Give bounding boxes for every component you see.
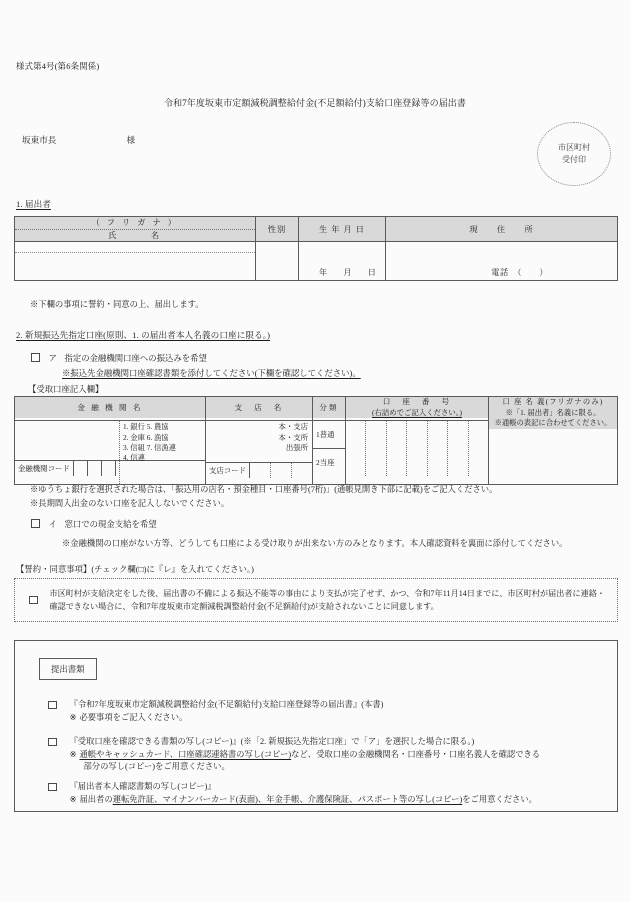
account-no-digit-boxes[interactable]: [346, 421, 488, 476]
kind-option-1[interactable]: 1普通: [316, 430, 335, 440]
table-header-row: [15, 217, 618, 242]
submission-item-1[interactable]: [48, 699, 604, 724]
note-marker-3: ※: [69, 794, 77, 804]
submission-item-2[interactable]: [48, 736, 604, 774]
option-b-label: 窓口での現金支給を希望: [64, 520, 157, 529]
branch-suffix-2: 本・支所: [278, 432, 308, 442]
receipt-stamp-line1: 市区町村: [558, 142, 590, 152]
submission-checkbox-3[interactable]: [48, 783, 57, 792]
birthdate-units: 年 月 日: [319, 268, 380, 277]
note-indent-2: 部分の写し(コピー)をご用意ください。: [83, 762, 230, 772]
submission-item-2-body: [70, 736, 541, 774]
header-bank-cell: [15, 397, 206, 421]
bank-type-1: 1. 銀行 5. 農協: [123, 422, 169, 432]
option-a-checkbox[interactable]: [31, 353, 40, 362]
addressee-name: 坂東市長: [22, 135, 57, 145]
submission-item-2-note: [70, 749, 541, 774]
table-input-row: [15, 242, 618, 281]
note-marker-2: ※: [69, 749, 77, 759]
submission-item-2-label: 『受取口座を確認できる書類の写し(コピー)』(※「2. 新規振込先指定口座」で「ア」を選択した場合に限る。): [69, 737, 475, 746]
addressee: [22, 134, 135, 146]
pledge-note: ※下欄の事項に誓約・同意の上、届出します。: [30, 300, 204, 309]
section1-heading: 1. 届出者: [16, 199, 51, 209]
header-kind: 分類: [313, 397, 345, 418]
header-furigana: （ フ リ ガ ナ ）: [15, 217, 255, 230]
consent-checkbox[interactable]: [29, 596, 38, 605]
branch-name-cell[interactable]: [206, 421, 313, 485]
branch-code-label: 支店コード: [206, 463, 250, 478]
header-birthdate: 生 年 月 日: [319, 224, 365, 234]
option-a-label: 指定の金融機関口座への振込みを希望: [64, 354, 207, 363]
applicant-table: [14, 216, 618, 281]
bank-type-2: 2. 金庫 6. 漁協: [123, 432, 169, 442]
bank-type-3: 3. 信組 7. 信漁連: [123, 442, 176, 452]
option-b-marker: イ: [48, 520, 57, 529]
header-gender-cell: [256, 217, 299, 242]
branch-suffix-1: 本・支店: [278, 422, 308, 432]
branch-code-cells[interactable]: [250, 463, 312, 478]
header-birthdate-cell: [299, 217, 386, 242]
header-account-name-note1: ※「1. 届出者」名義に限る。: [505, 407, 601, 417]
note-text-3: 届出者の: [79, 794, 113, 804]
header-account-no-line2: (右詰めでご記入ください。): [372, 407, 462, 417]
header-branch-cell: [206, 397, 313, 421]
header-address: 現 住 所: [469, 224, 534, 234]
consent-text: 市区町村が支給決定をした後、届出書の不備による振込不能等の事由により支払が完了せず、かつ、令和7年11月14日までに、市区町村が届出者に連絡・確認できない場合に、令和7年度坂東市定額減税調整給付金(不足額給付)が支給されないことに同意します。: [49, 588, 605, 611]
submission-item-1-body: [70, 699, 384, 724]
kind-cell[interactable]: [313, 421, 346, 485]
page-title: 令和7年度坂東市定額減税調整給付金(不足額給付)支給口座登録等の届出書: [164, 98, 466, 108]
header-account-name-cell: [489, 397, 618, 485]
submission-item-1-note: [70, 712, 384, 725]
header-account-name-line1: 口 座 名 義(フリガナのみ): [502, 396, 604, 406]
option-b-checkbox[interactable]: [31, 519, 40, 528]
header-name: 氏 名: [108, 230, 162, 240]
submission-checkbox-1[interactable]: [48, 701, 57, 710]
birthdate-input-cell[interactable]: [299, 242, 386, 281]
bank-type-4: 4. 信連: [123, 453, 145, 463]
submission-item-3-label: 『届出者本人確認書類の写し(コピー)』: [69, 782, 216, 791]
submission-title: 提出書類: [39, 658, 97, 680]
option-b-note: ※金融機関の口座がない方等、どうしても口座による受け取りが出来ない方のみとなります。本人確認資料を裏面に添付してください。: [62, 539, 568, 548]
section2-heading: 2. 新規振込先指定口座(原則、1. の届出者本人名義の口座に限る。): [16, 330, 271, 340]
note-tail-3: をご用意ください。: [462, 794, 537, 804]
option-a-note: ※振込先金融機関口座確認書類を添付してください(下欄を確認してください)。: [62, 369, 361, 378]
branch-code-row[interactable]: [206, 462, 312, 478]
gender-input-cell[interactable]: [256, 242, 299, 281]
branch-suffix-3: 出張所: [285, 443, 308, 453]
phone-label: 電話 （ ）: [491, 268, 549, 277]
bank-note-1: ※ゆうちょ銀行を選択された場合は、「振込用の店名・預金種目・口座番号(7桁)」(通帳見開き下部に記載)をご記入ください。: [30, 485, 498, 494]
header-branch-name: 支 店 名: [206, 397, 312, 418]
note-underline-3: 運転免許証、マイナンバーカード(表面)、年金手帳、介護保険証、パスポート等の写し(コピー): [112, 794, 463, 804]
header-account-no-cell: [346, 397, 489, 421]
bank-code-label: 金融機関コード: [15, 461, 74, 476]
header-kind-cell: [313, 397, 346, 421]
submission-checkbox-2[interactable]: [48, 738, 57, 747]
bank-note-2: ※長期間入出金のない口座を記入しないでください。: [30, 499, 230, 508]
header-account-no-line1: 口 座 番 号: [382, 397, 452, 407]
submission-item-3-note: [70, 794, 537, 807]
consent-box[interactable]: [14, 578, 618, 622]
header-name-cell: [15, 217, 256, 242]
note-marker-1: ※: [69, 712, 77, 722]
header-account-name-note2: ※通帳の表記に合わせてください。: [494, 418, 612, 428]
option-a-row[interactable]: [31, 352, 207, 364]
note-tail-2: など、受取口座の金融機関名・口座番号・口座名義人を確認できる: [291, 749, 541, 759]
submission-item-3[interactable]: [48, 781, 608, 806]
bank-type-list: [119, 421, 207, 484]
bank-table-header-row: [15, 397, 618, 421]
submission-item-3-body: [70, 781, 537, 806]
account-panel-title: 【受取口座記入欄】: [28, 385, 104, 394]
receipt-stamp-line2: 受付印: [562, 155, 586, 164]
note-text-1: 必要事項をご記入ください。: [79, 712, 188, 722]
receipt-stamp-circle: [537, 122, 611, 186]
header-gender: 性別: [267, 224, 287, 234]
header-bank-name: 金 融 機 関 名: [15, 397, 205, 418]
addressee-honorific: 様: [126, 135, 136, 145]
option-b-row[interactable]: [31, 518, 157, 530]
form-number: 様式第4号(第6条関係): [16, 62, 100, 71]
bank-account-table: [14, 396, 618, 485]
account-name-input[interactable]: [489, 429, 617, 484]
kind-option-2[interactable]: 2当座: [313, 448, 345, 476]
option-a-marker: ア: [48, 354, 57, 363]
bank-name-cell[interactable]: [15, 421, 206, 485]
account-no-cell[interactable]: [346, 421, 489, 485]
branch-suffix-list: [206, 421, 312, 462]
consent-heading: 【誓約・同意事項】(チェック欄(□)に『レ』を入れてください。): [16, 565, 254, 574]
note-underline-2: 通帳やキャッシュカード、口座確認連絡書の写し(コピー): [79, 749, 292, 759]
address-input-cell[interactable]: [386, 242, 618, 281]
name-input-cell[interactable]: [15, 242, 256, 281]
header-address-cell: [386, 217, 618, 242]
submission-item-1-label: 『令和7年度坂東市定額減税調整給付金(不足額給付)支給口座登録等の届出書』(本書): [69, 700, 384, 709]
